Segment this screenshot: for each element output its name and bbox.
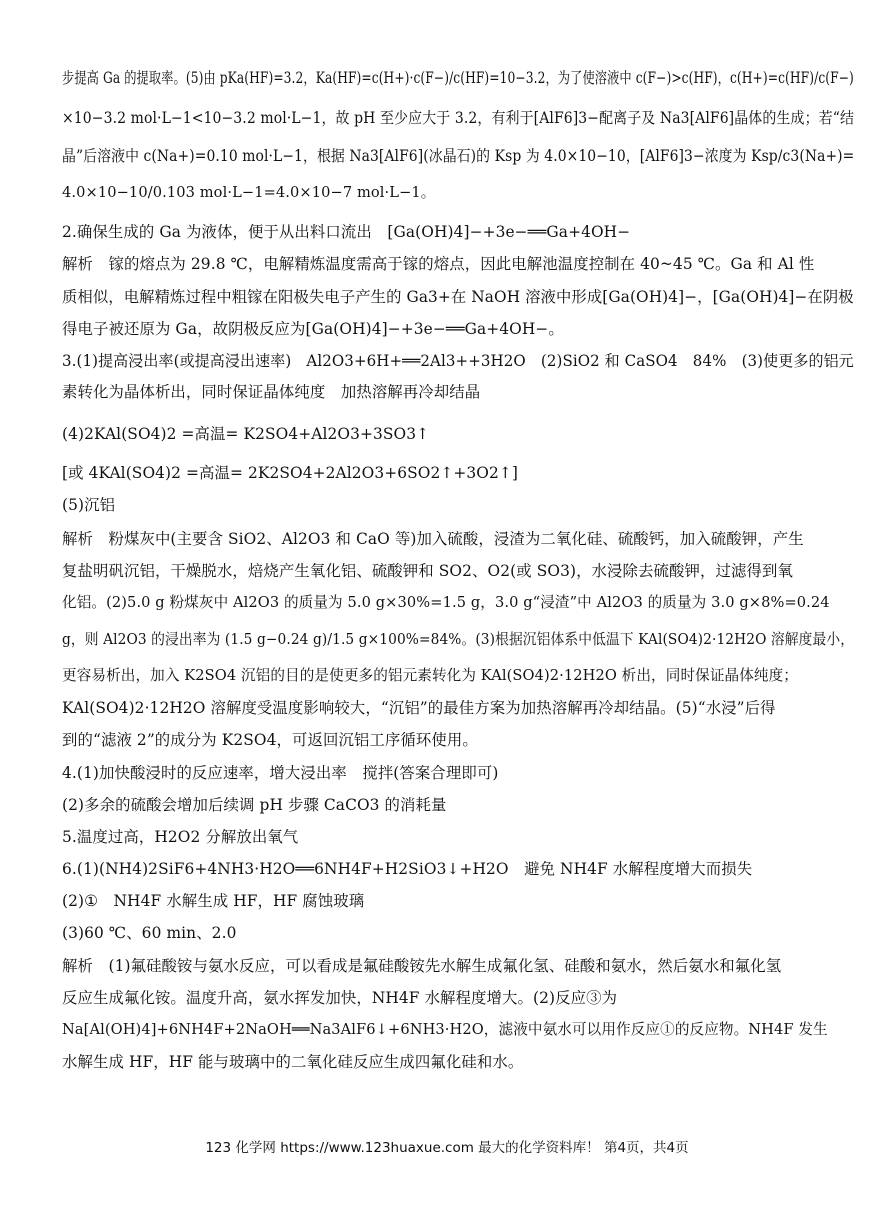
text-line: 解析 镓的熔点为 29.8 ℃，电解精炼温度需高于镓的熔点，因此电解池温度控制在 40~45 ℃。Ga 和 Al 性 [62, 255, 815, 273]
text-line: 解析 粉煤灰中(主要含 SiO2、Al2O3 和 CaO 等)加入硫酸，浸渣为二氧化硅、硫酸钙，加入硫酸钾，产生 [62, 530, 804, 548]
text-line: (5)沉铝 [62, 496, 116, 514]
text-line: 晶”后溶液中 c(Na+)=0.10 mol·L−1，根据 Na3[AlF6](冰晶石)的 Ksp 为 4.0×10−10，[AlF6]3−浓度为 Ksp/c3(Na+)= [62, 147, 855, 165]
text-line: 水解生成 HF，HF 能与玻璃中的二氧化硅反应生成四氟化硅和水。 [62, 1053, 524, 1071]
text-line: (3)60 ℃、60 min、2.0 [62, 924, 237, 942]
text-line: 复盐明矾沉铝，干燥脱水，焙烧产生氧化铝、硫酸钾和 SO2、O2(或 SO3)，水浸除去硫酸钾，过滤得到氧 [62, 562, 793, 580]
text-line: 4.(1)加快酸浸时的反应速率，增大浸出率 搅拌(答案合理即可) [62, 764, 499, 782]
text-line: 4.0×10−10/0.103 mol·L−1=4.0×10−7 mol·L−1。 [62, 184, 436, 201]
text-line: (2)多余的硫酸会增加后续调 pH 步骤 CaCO3 的消耗量 [62, 796, 447, 814]
text-line: KAl(SO4)2·12H2O 溶解度受温度影响较大，“沉铝”的最佳方案为加热溶解再冷却结晶。(5)“水浸”后得 [62, 699, 776, 717]
text-line: Na[Al(OH)4]+6NH4F+2NaOH══Na3AlF6↓+6NH3·H2O，滤液中氨水可以用作反应①的反应物。NH4F 发生 [62, 1021, 828, 1038]
text-line: 化铝。(2)5.0 g 粉煤灰中 Al2O3 的质量为 5.0 g×30%=1.5 g，3.0 g“浸渣”中 Al2O3 的质量为 3.0 g×8%=0.24 [62, 594, 830, 611]
text-line: 5.温度过高，H2O2 分解放出氧气 [62, 828, 299, 846]
text-line: 3.(1)提高浸出率(或提高浸出速率) Al2O3+6H+══2Al3++3H2O (2)SiO2 和 CaSO4 84% (3)使更多的铝元 [62, 352, 854, 370]
text-line: g，则 Al2O3 的浸出率为 (1.5 g−0.24 g)/1.5 g×100%=84%。(3)根据沉铝体系中低温下 KAl(SO4)2·12H2O 溶解度最小， [62, 631, 855, 648]
text-line: 6.(1)(NH4)2SiF6+4NH3·H2O══6NH4F+H2SiO3↓+H2O 避免 NH4F 水解程度增大而损失 [62, 860, 753, 878]
text-line: (2)① NH4F 水解生成 HF，HF 腐蚀玻璃 [62, 892, 365, 910]
text-line: 解析 (1)氟硅酸铵与氨水反应，可以看成是氟硅酸铵先水解生成氟化氢、硅酸和氨水，然后氨水和氟化氢 [62, 957, 782, 975]
text-line: ×10−3.2 mol·L−1<10−3.2 mol·L−1，故 pH 至少应大于 3.2，有利于[AlF6]3−配离子及 Na3[AlF6]晶体的生成；若“结 [62, 109, 855, 127]
text-line: [或 4KAl(SO4)2 =高温= 2K2SO4+2Al2O3+6SO2↑+3O2↑] [62, 464, 518, 482]
text-line: 得电子被还原为 Ga，故阴极反应为[Ga(OH)4]−+3e−══Ga+4OH−。 [62, 320, 564, 338]
text-line: 步提高 Ga 的提取率。(5)由 pKa(HF)=3.2，Ka(HF)=c(H+)·c(F−)/c(HF)=10−3.2，为了使溶液中 c(F−)>c(HF)，c(H+)=c(HF)/c(F−) [62, 69, 854, 87]
text-line: 质相似，电解精炼过程中粗镓在阳极失电子产生的 Ga3+在 NaOH 溶液中形成[Ga(OH)4]−，[Ga(OH)4]−在阴极 [62, 288, 854, 306]
text-line: 反应生成氟化铵。温度升高，氨水挥发加快，NH4F 水解程度增大。(2)反应③为 [62, 989, 618, 1007]
text-line: 更容易析出，加入 K2SO4 沉铝的目的是使更多的铝元素转化为 KAl(SO4)2·12H2O 析出，同时保证晶体纯度； [62, 667, 798, 684]
text-line: 2.确保生成的 Ga 为液体，便于从出料口流出 [Ga(OH)4]−+3e−══Ga+4OH− [62, 223, 631, 241]
page-footer: 123 化学网 https://www.123huaxue.com 最大的化学资料库！ 第4页，共4页 [205, 1140, 689, 1156]
text-line: 素转化为晶体析出，同时保证晶体纯度 加热溶解再冷却结晶 [62, 383, 481, 401]
text-line: (4)2KAl(SO4)2 =高温= K2SO4+Al2O3+3SO3↑ [62, 425, 430, 443]
text-line: 到的“滤液 2”的成分为 K2SO4，可返回沉铝工序循环使用。 [62, 731, 478, 749]
